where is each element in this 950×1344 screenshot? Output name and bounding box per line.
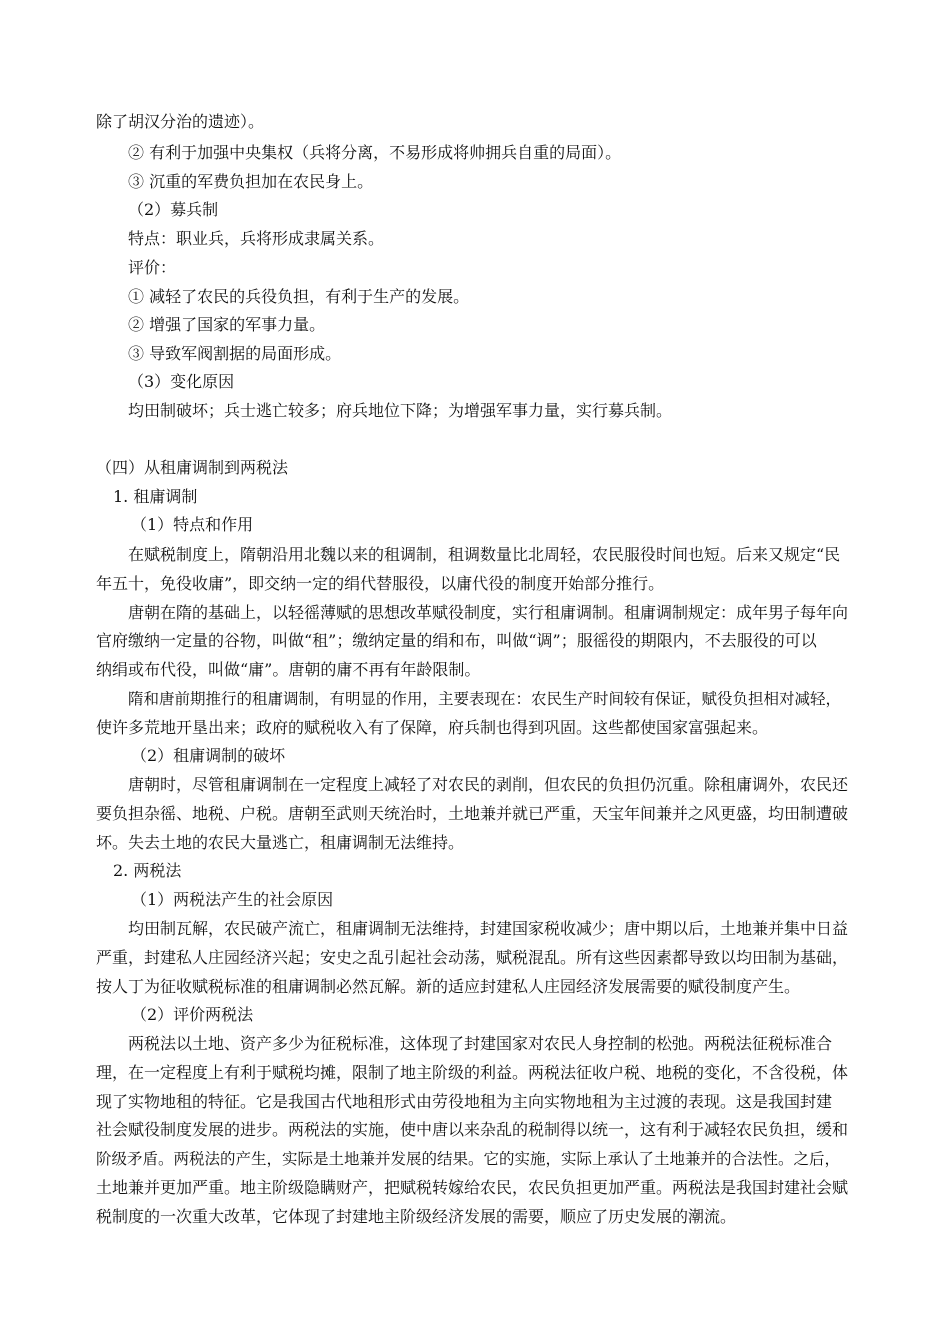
text-line: ① 减轻了农民的兵役负担，有利于生产的发展。 xyxy=(128,287,470,306)
text-line: 坏。失去土地的农民大量逃亡，租庸调制无法维持。 xyxy=(96,833,465,852)
section-heading: （2）评价两税法 xyxy=(131,1005,254,1024)
text-line: 阶级矛盾。两税法的产生，实际是土地兼并发展的结果。它的实施，实际上承认了土地兼并的合法性。之后， xyxy=(96,1150,841,1168)
section-heading: （3）变化原因 xyxy=(128,372,235,391)
text-line: ③ 沉重的军费负担加在农民身上。 xyxy=(128,172,374,191)
text-line: 使许多荒地开垦出来；政府的赋税收入有了保障，府兵制也得到巩固。这些都使国家富强起来。 xyxy=(96,718,769,737)
text-line: 理，在一定程度上有利于赋税均摊，限制了地主阶级的利益。两税法征收户税、地税的变化，不含役税，体 xyxy=(96,1063,849,1082)
text-line: 评价： xyxy=(128,258,177,277)
text-line: 特点：职业兵，兵将形成隶属关系。 xyxy=(128,229,385,248)
section-heading: （2）租庸调制的破坏 xyxy=(131,746,286,765)
text-line: 土地兼并更加严重。地主阶级隐瞒财产，把赋税转嫁给农民，农民负担更加严重。两税法是我国封建社会赋 xyxy=(96,1178,849,1197)
text-line: 社会赋役制度发展的进步。两税法的实施，使中唐以来杂乱的税制得以统一，这有利于减轻农民负担，缓和 xyxy=(96,1120,849,1139)
section-heading: （1）两税法产生的社会原因 xyxy=(131,890,334,909)
text-line: 要负担杂徭、地税、户税。唐朝至武则天统治时，土地兼并就已严重，天宝年间兼并之风更盛，均田制遭破 xyxy=(96,804,849,823)
chapter-heading: （四）从租庸调制到两税法 xyxy=(96,458,289,477)
text-line: 唐朝时，尽管租庸调制在一定程度上减轻了对农民的剥削，但农民的负担仍沉重。除租庸调外，农民还 xyxy=(128,775,849,794)
subsection-heading: 1. 租庸调制 xyxy=(113,487,198,506)
text-line: 纳绢或布代役，叫做“庸”。唐朝的庸不再有年龄限制。 xyxy=(96,660,481,679)
text-line: ③ 导致军阀割据的局面形成。 xyxy=(128,344,342,363)
text-line: 均田制瓦解，农民破产流亡，租庸调制无法维持，封建国家税收减少；唐中期以后，土地兼并集中日益 xyxy=(128,919,849,938)
section-heading: （2）募兵制 xyxy=(128,200,219,219)
text-line: 两税法以土地、资产多少为征税标准，这体现了封建国家对农民人身控制的松弛。两税法征税标准合 xyxy=(128,1034,833,1053)
text-line: 现了实物地租的特征。它是我国古代地租形式由劳役地租为主向实物地租为主过渡的表现。这是我国封建 xyxy=(96,1092,833,1111)
text-line: 税制度的一次重大改革，它体现了封建地主阶级经济发展的需要，顺应了历史发展的潮流。 xyxy=(96,1207,737,1226)
text-line: 除了胡汉分治的遗迹）。 xyxy=(96,112,265,131)
text-line: ② 增强了国家的军事力量。 xyxy=(128,315,326,334)
text-line: 均田制破坏；兵士逃亡较多；府兵地位下降；为增强军事力量，实行募兵制。 xyxy=(128,401,673,420)
text-line: 年五十，免役收庸”，即交纳一定的绢代替服役，以庸代役的制度开始部分推行。 xyxy=(96,574,665,593)
text-line: 官府缴纳一定量的谷物，叫做“租”；缴纳定量的绢和布，叫做“调”；服徭役的期限内，不去服役的可以 xyxy=(96,631,817,650)
text-line: 严重，封建私人庄园经济兴起；安史之乱引起社会动荡，赋税混乱。所有这些因素都导致以均田制为基础， xyxy=(96,948,849,967)
section-heading: （1）特点和作用 xyxy=(131,515,254,534)
text-line: ② 有利于加强中央集权（兵将分离，不易形成将帅拥兵自重的局面）。 xyxy=(128,143,622,162)
subsection-heading: 2. 两税法 xyxy=(113,861,182,880)
text-line: 按人丁为征收赋税标准的租庸调制必然瓦解。新的适应封建私人庄园经济发展需要的赋役制度产生。 xyxy=(96,977,801,996)
text-line: 在赋税制度上，隋朝沿用北魏以来的租调制，租调数量比北周轻，农民服役时间也短。后来又规定“民 xyxy=(128,545,841,564)
text-line: 唐朝在隋的基础上，以轻徭薄赋的思想改革赋役制度，实行租庸调制。租庸调制规定：成年男子每年向 xyxy=(128,603,849,622)
text-line: 隋和唐前期推行的租庸调制，有明显的作用，主要表现在：农民生产时间较有保证，赋役负担相对减轻， xyxy=(128,690,842,708)
